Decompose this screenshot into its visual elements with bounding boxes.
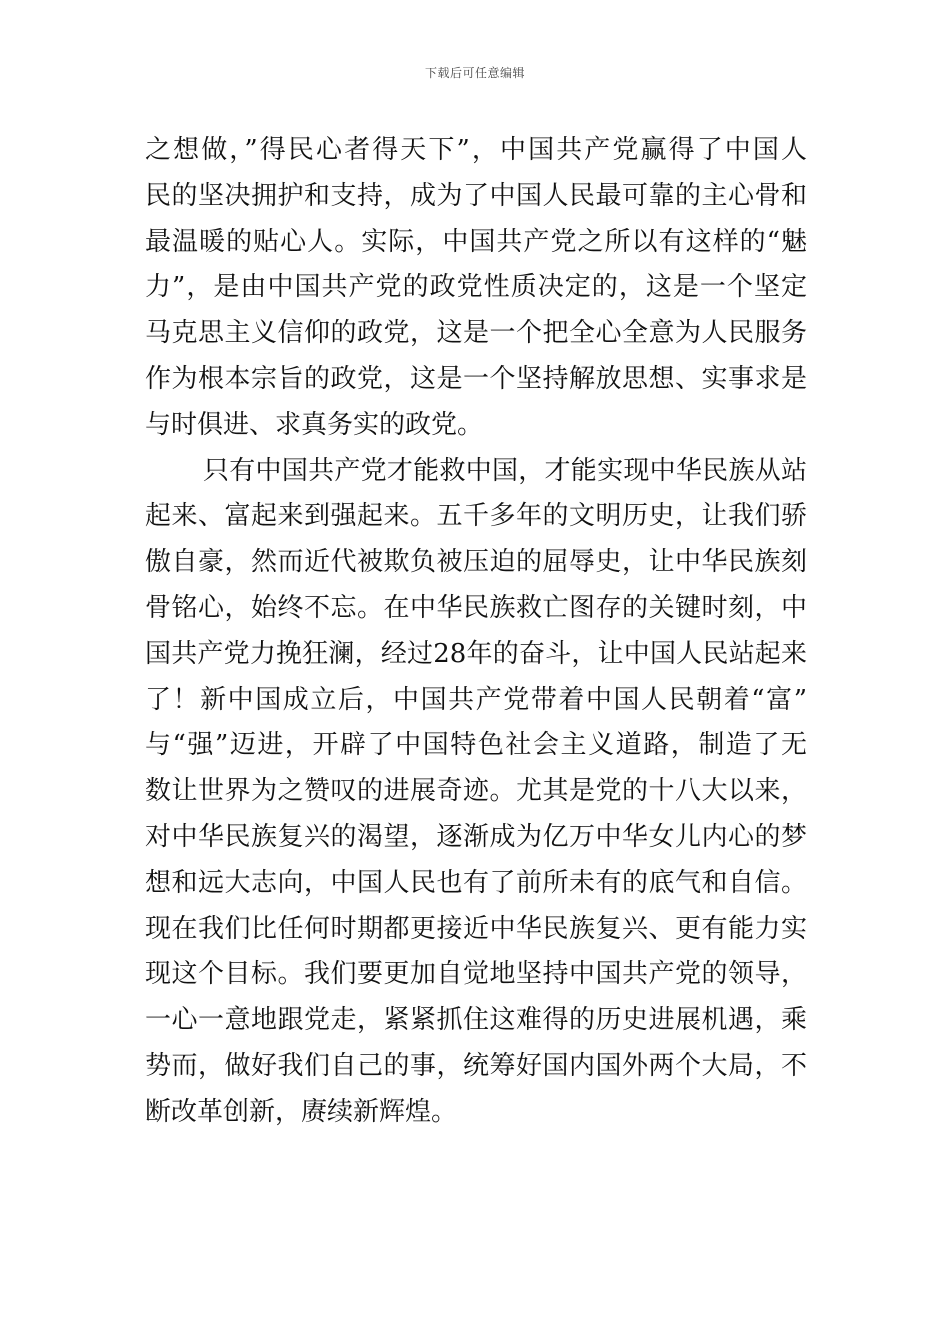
page-header: 下载后可任意编辑 [424,66,525,80]
text-line: 作为根本宗旨的政党，这是一个坚持解放思想、实事求是 [145,363,807,394]
text-line: 断改革创新，赓续新辉煌。 [145,1096,458,1127]
text-line: 数让世界为之赞叹的进展奇迹。尤其是党的十八大以来， [145,776,807,807]
text-line: 只有中国共产党才能救中国，才能实现中华民族从站 [203,455,807,486]
paragraph-1 [145,128,807,449]
text-line: 与时俱进、求真务实的政党。 [145,409,484,440]
text-line: 想和远大志向，中国人民也有了前所未有的底气和自信。 [145,867,807,898]
text-line: 现在我们比任何时期都更接近中华民族复兴、更有能力实 [145,913,807,944]
text-line: 对中华民族复兴的渴望，逐渐成为亿万中华女儿内心的梦 [145,821,807,852]
paragraph-2 [145,449,807,1136]
text-line: 力”，是由中国共产党的政党性质决定的，这是一个坚定 [145,272,807,303]
text-line: 最温暖的贴心人。实际，中国共产党之所以有这样的“魅 [145,226,807,257]
text-line: 现这个目标。我们要更加自觉地坚持中国共产党的领导， [145,959,807,990]
text-line: 势而，做好我们自己的事，统筹好国内国外两个大局，不 [145,1050,807,1081]
text-line: 起来、富起来到强起来。五千多年的文明历史，让我们骄 [145,501,807,532]
text-line: 民的坚决拥护和支持，成为了中国人民最可靠的主心骨和 [145,180,807,211]
text-line: 一心一意地跟党走，紧紧抓住这难得的历史进展机遇，乘 [145,1005,807,1036]
text-line: 与“强”迈进，开辟了中国特色社会主义道路，制造了无 [145,730,807,761]
text-line: 骨铭心，始终不忘。在中华民族救亡图存的关键时刻，中 [145,592,807,623]
text-line: 国共产党力挽狂澜，经过28年的奋斗，让中国人民站起来 [145,638,807,669]
document-body [145,128,807,1136]
text-line: 傲自豪，然而近代被欺负被压迫的屈辱史，让中华民族刻 [145,547,807,578]
text-line: 之想做，”得民心者得天下”，中国共产党赢得了中国人 [145,135,807,165]
text-line: 马克思主义信仰的政党，这是一个把全心全意为人民服务 [145,318,807,349]
text-line: 了！新中国成立后，中国共产党带着中国人民朝着“富” [145,684,807,715]
